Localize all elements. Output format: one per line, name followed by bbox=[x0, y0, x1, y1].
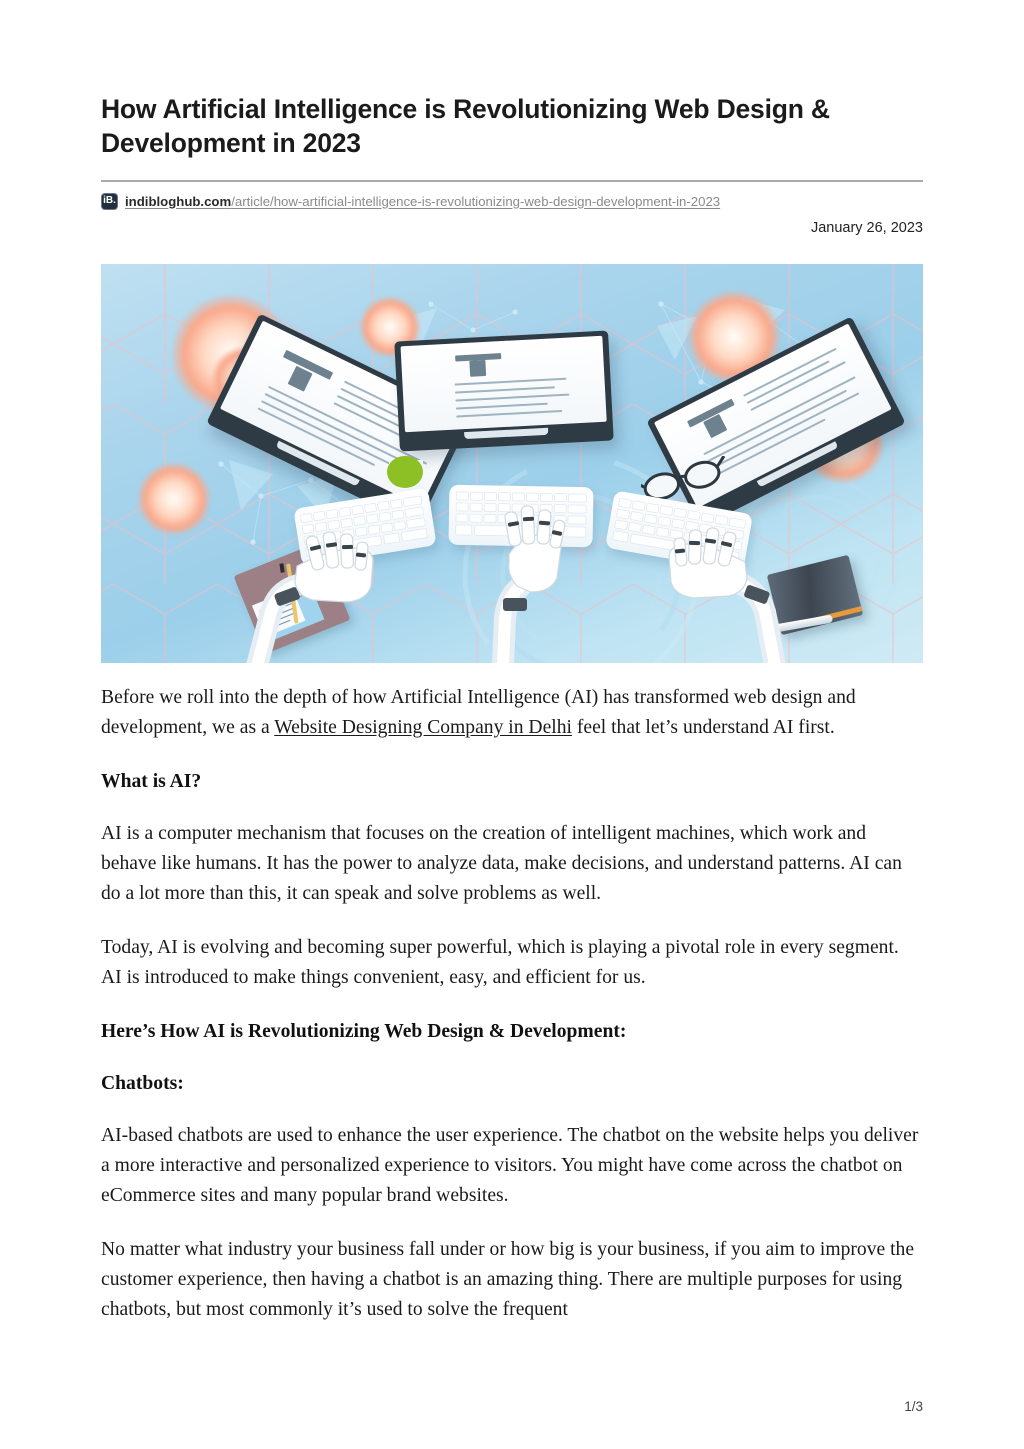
page-title: How Artificial Intelligence is Revolutionizing Web Design & Development in 2023 bbox=[101, 94, 830, 158]
heading-heres-how: Here’s How AI is Revolutionizing Web Design & Development: bbox=[101, 1021, 627, 1042]
monitor-center bbox=[394, 330, 613, 451]
paragraph-chatbots-1: AI-based chatbots are used to enhance the user experience. The chatbot on the website helps you deliver a more interactive and personalized experience to visitors. You might have come across the chatbot on eCommerce sites and many popular brand websites. bbox=[101, 1125, 919, 1206]
source-host: indibloghub.com bbox=[125, 193, 232, 209]
indibloghub-favicon-icon: iB. bbox=[101, 193, 118, 210]
glow-orb bbox=[137, 462, 211, 536]
paragraph-ai-today: Today, AI is evolving and becoming super powerful, which is playing a pivotal role in every segment. AI is introduced to make things convenient, easy, and efficient for us. bbox=[101, 937, 899, 988]
paragraph-ai-definition: AI is a computer mechanism that focuses on the creation of intelligent machines, which work and behave like humans. It has the power to analyze data, make decisions, and understand patterns. AI can do a lot more than this, it can speak and solve problems as well. bbox=[101, 823, 902, 904]
source-url[interactable] bbox=[125, 194, 720, 209]
publish-date: January 26, 2023 bbox=[810, 220, 923, 236]
intro-before-link: Before we roll into the depth of how Artificial Intelligence (AI) has transformed web design and development, we as a bbox=[101, 687, 856, 738]
website-designing-company-link[interactable]: Website Designing Company in Delhi bbox=[274, 717, 572, 738]
robot-arm-right bbox=[657, 514, 817, 663]
robot-arm-center bbox=[459, 502, 589, 663]
heading-what-is-ai: What is AI? bbox=[101, 771, 202, 792]
paragraph-intro bbox=[101, 683, 923, 743]
paragraph-chatbots-2: No matter what industry your business fall under or how big is your business, if you aim to improve the customer experience, then having a chatbot is an amazing thing. There are multiple purposes for using chatbots, but most commonly it’s used to solve the frequent bbox=[101, 1239, 915, 1320]
article-body bbox=[101, 683, 923, 1349]
hero-image bbox=[101, 264, 923, 663]
plant-leaf bbox=[387, 456, 423, 488]
robot-arm-left bbox=[231, 516, 391, 663]
source-path: /article/how-artificial-intelligence-is-revolutionizing-web-design-development-in-2023 bbox=[231, 193, 721, 209]
source-line bbox=[101, 190, 931, 212]
intro-after-link: feel that let’s understand AI first. bbox=[571, 717, 835, 738]
header-divider bbox=[101, 180, 923, 182]
heading-chatbots: Chatbots: bbox=[101, 1073, 184, 1094]
page-number: 1/3 bbox=[904, 1399, 923, 1414]
